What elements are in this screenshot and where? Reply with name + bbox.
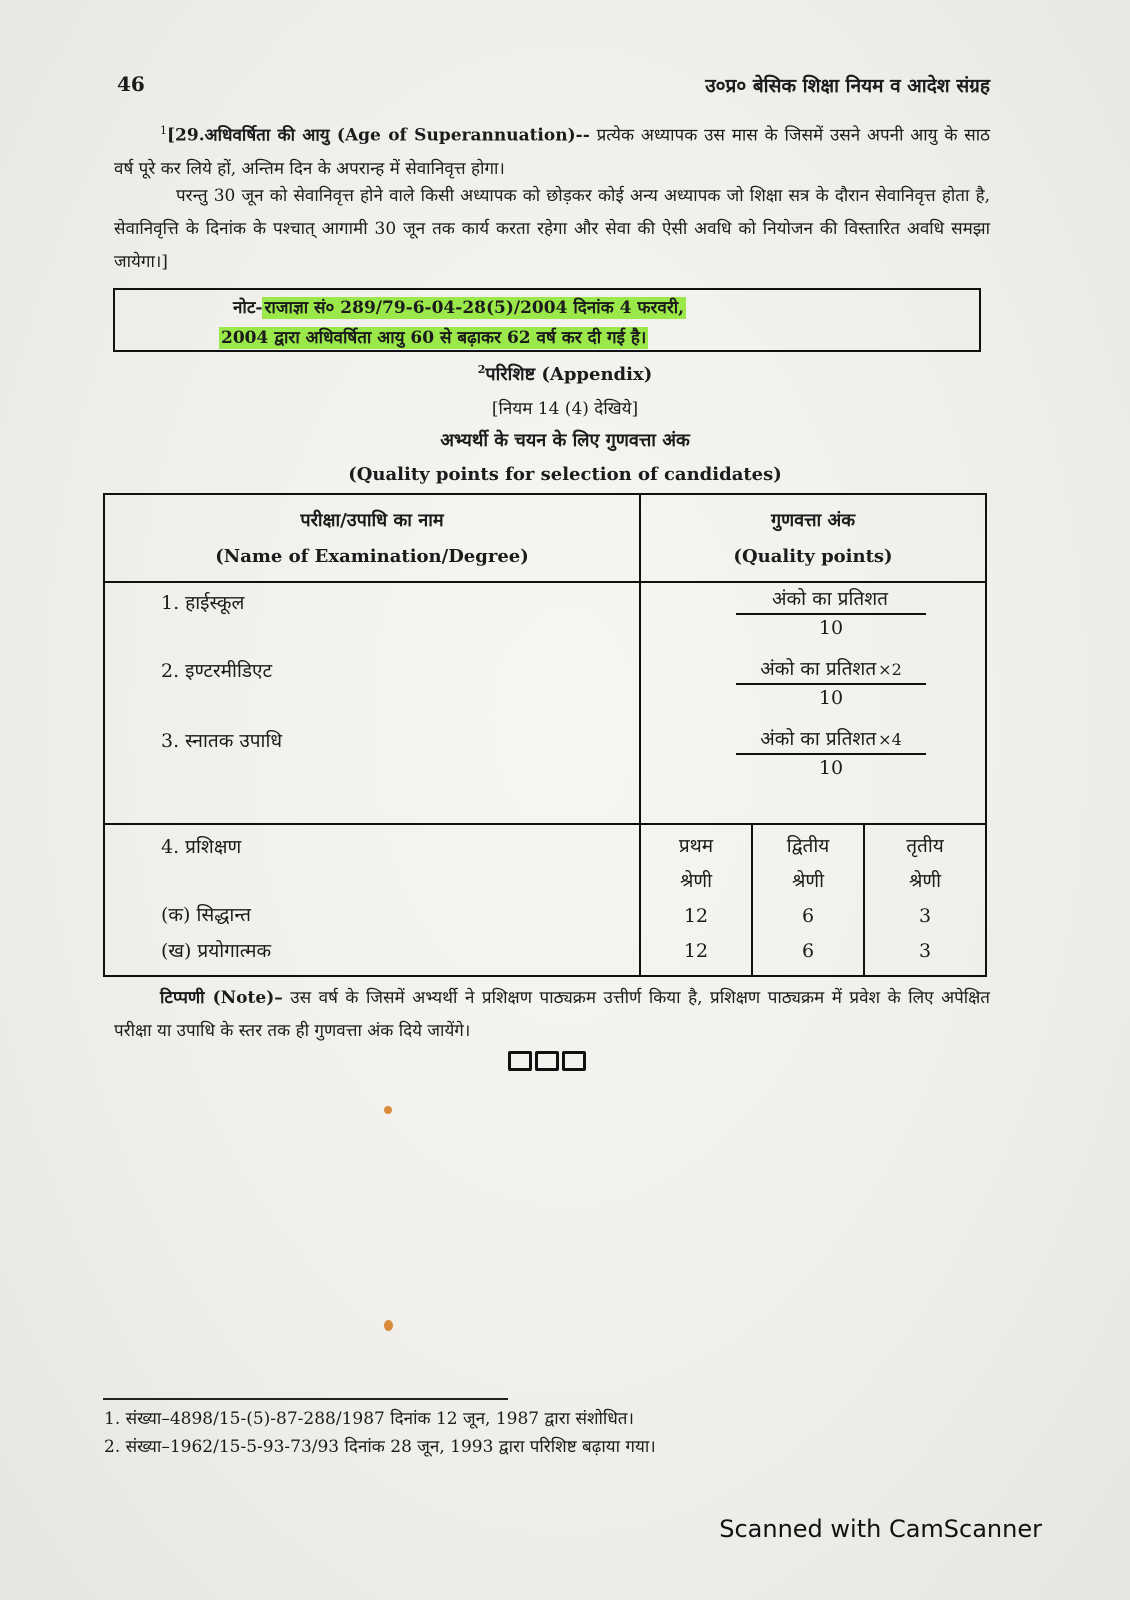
- rule-29-heading: [29.अधिवर्षिता की आयु (Age of Superannuation)--: [167, 125, 590, 146]
- exam-intermediate: 2. इण्टरमीडिएट: [161, 660, 273, 682]
- rule-reference: [नियम 14 (4) देखिये]: [491, 399, 639, 419]
- quality-points-table: [103, 493, 987, 977]
- footnote-divider: [103, 1398, 508, 1400]
- page-number: 46: [117, 72, 145, 96]
- end-of-section-marks: [508, 1051, 589, 1075]
- exam-highschool: 1. हाईस्कूल: [161, 592, 245, 614]
- formula-intermediate: अंको का प्रतिशत ×2 10: [736, 655, 926, 709]
- training-cell: [104, 824, 640, 976]
- appendix-heading-english: (Quality points for selection of candidates): [348, 464, 782, 485]
- grade-third-cell: तृतीय श्रेणी 3 3: [864, 824, 986, 976]
- formula-graduate: अंको का प्रतिशत ×4 10: [736, 725, 926, 779]
- rule-29-proviso: परन्तु 30 जून को सेवानिवृत्त होने वाले किसी अध्यापक को छोड़कर कोई अन्य अध्यापक जो शिक्षा सत्र के दौरान सेवानिवृत्त होता है, सेवानिवृत्ति के दिनांक के पश्चात् आगामी 30 जून तक कार्य करता रहेगा और सेवा की ऐसी अवधि को नियोजन की विस्तारित अवधि समझा जायेगा।]: [114, 186, 990, 272]
- formula-highschool: अंको का प्रतिशत 10: [736, 585, 926, 639]
- rule-29-text: प्रत्येक अध्यापक उस मास के जिसमें उसने अपनी आयु के साठ वर्ष पूरे कर लिये हों, अन्तिम दिन के अपरान्ह में सेवानिवृत्त होगा।: [114, 125, 990, 179]
- exam-formula-cell: [640, 582, 986, 824]
- note-highlight-2: 2004 द्वारा अधिवर्षिता आयु 60 से बढ़ाकर 62 वर्ष कर दी गई है।: [221, 328, 647, 348]
- remark-text: उस वर्ष के जिसमें अभ्यर्थी ने प्रशिक्षण पाठ्यक्रम उत्तीर्ण किया है, प्रशिक्षण पाठ्यक्रम में प्रवेश के लिए अपेक्षित परीक्षा या उपाधि के स्तर तक ही गुणवत्ता अंक दिये जायेंगे।: [114, 988, 991, 1041]
- note-line-1: [233, 295, 686, 318]
- remark-paragraph: [114, 982, 990, 1048]
- table-header-row: [104, 494, 986, 582]
- grade-second-cell: द्वितीय श्रेणी 6 6: [752, 824, 864, 976]
- paper-stain: [384, 1320, 393, 1331]
- footnote-mark-2: 2: [477, 363, 486, 376]
- col-quality-header: गुणवत्ता अंक (Quality points): [640, 494, 986, 582]
- col-exam-header: परीक्षा/उपाधि का नाम (Name of Examination/Degree): [104, 494, 640, 582]
- note-highlight-1: राजाज्ञा सं० 289/79-6-04-28(5)/2004 दिनांक 4 फरवरी,: [264, 298, 685, 318]
- exam-names-cell: [104, 582, 640, 824]
- note-line-2: [219, 325, 648, 348]
- table-row-exams: [104, 582, 986, 824]
- training-theory: (क) सिद्धान्त: [161, 904, 252, 926]
- rule-29-paragraph: [114, 114, 990, 186]
- appendix-heading-hindi: अभ्यर्थी के चयन के लिए गुणवत्ता अंक: [440, 430, 690, 451]
- camscanner-watermark: Scanned with CamScanner: [719, 1515, 1042, 1543]
- note-box: [113, 288, 981, 352]
- exam-graduate: 3. स्नातक उपाधि: [161, 730, 283, 752]
- footnote-2: 2. संख्या–1962/15-5-93-73/93 दिनांक 28 जून, 1993 द्वारा परिशिष्ट बढ़ाया गया।: [104, 1437, 656, 1457]
- footnote-1: 1. संख्या–4898/15-(5)-87-288/1987 दिनांक 12 जून, 1987 द्वारा संशोधित।: [104, 1409, 634, 1429]
- remark-label: टिप्पणी (Note)–: [160, 988, 283, 1008]
- table-row-training: [104, 824, 986, 976]
- training-label: 4. प्रशिक्षण: [161, 836, 242, 858]
- paper-stain: [384, 1106, 392, 1114]
- grade-first-cell: प्रथम श्रेणी 12 12: [640, 824, 752, 976]
- footnote-mark-1: 1: [160, 124, 167, 137]
- note-label: नोट-: [233, 298, 263, 318]
- training-practical: (ख) प्रयोगात्मक: [161, 940, 272, 962]
- running-title: उ०प्र० बेसिक शिक्षा नियम व आदेश संग्रह: [705, 75, 990, 97]
- appendix-title: $^2$परिशिष्ट (Appendix): [477, 363, 653, 385]
